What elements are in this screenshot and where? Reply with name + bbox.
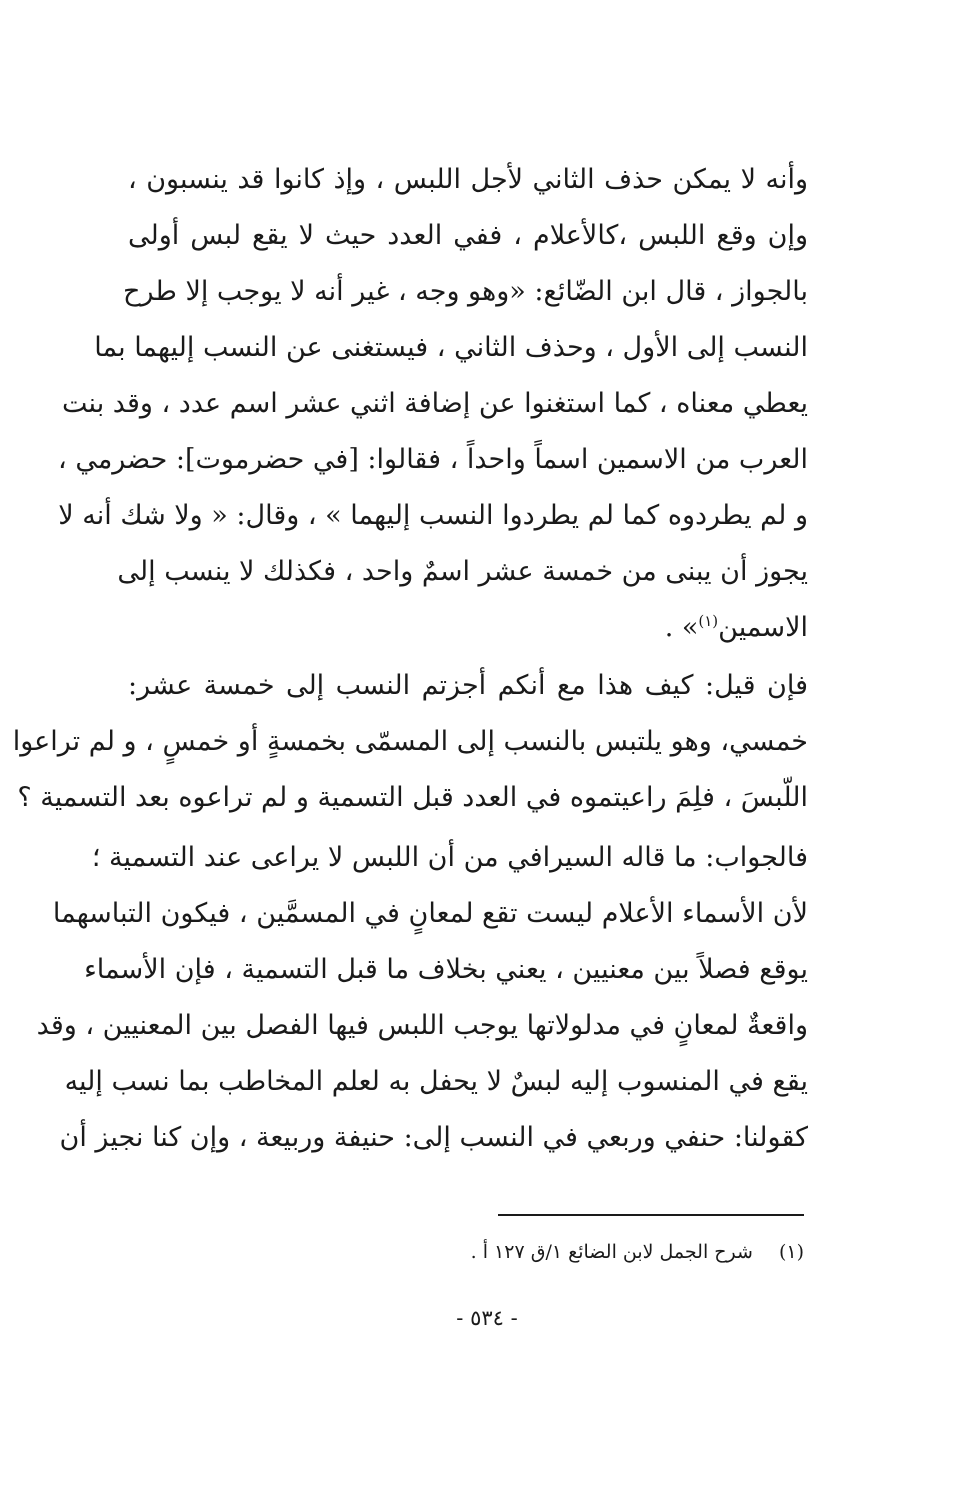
text-line: يعطي معناه ، كما استغنوا عن إضافة اثني عشر اسم عدد ، وقد بنت — [62, 388, 808, 419]
text-line: يقع في المنسوب إليه لبسٌ لا يحفل به لعلم المخاطب بما نسب إليه — [64, 1066, 808, 1097]
last-line-word: الاسمين — [718, 612, 808, 643]
footnote-text: شرح الجمل لابن الضائع ١/ق ١٢٧ أ . — [470, 1241, 753, 1263]
text-line: فإن قيل: كيف هذا مع أنكم أجزتم النسب إلى خمسة عشر: — [128, 670, 808, 701]
text-line: كقولنا: حنفي وربعي في النسب إلى: حنيفة وربيعة ، وإن كنا نجيز أن — [59, 1122, 808, 1153]
text-line: بالجواز ، قال ابن الضّائع: «وهو وجه ، غير أنه لا يوجب إلا طرح — [123, 276, 808, 307]
footnote — [300, 1232, 804, 1272]
footnote-separator — [498, 1214, 804, 1216]
text-line: النسب إلى الأول ، وحذف الثاني ، فيستغنى عن النسب إليهما بما — [94, 332, 808, 363]
text-line: يجوز أن يبنى من خمسة عشر اسمٌ واحد ، فكذلك لا ينسب إلى — [117, 556, 808, 587]
footnote-number: (١) — [778, 1241, 804, 1263]
text-line-last — [128, 600, 808, 656]
text-line: وإن وقع اللبس ،كالأعلام ، ففي العدد حيث لا يقع لبس أولى — [128, 220, 808, 251]
text-line: اللّبسَ ، فلِمَ راعيتموه في العدد قبل التسمية و لم تراعوه بعد التسمية ؟ — [17, 782, 808, 813]
paragraph-2 — [12, 658, 808, 826]
text-line: لأن الأسماء الأعلام ليست تقع لمعانٍ في المسمَّين ، فيكون التباسهما — [52, 898, 808, 929]
text-line: خمسي، وهو يلتبس بالنسب إلى المسمّى بخمسةٍ أو خمسٍ ، و لم تراعوا — [12, 726, 808, 757]
text-line: و لم يطردوه كما لم يطردوا النسب إليهما » ، وقال: « ولا شك أنه لا — [58, 500, 808, 531]
paragraph-3 — [36, 830, 808, 1166]
text-line: فالجواب: ما قاله السيرافي من أن اللبس لا يراعى عند التسمية ؛ — [91, 842, 808, 873]
text-line: العرب من الاسمين اسماً واحداً ، فقالوا: [في حضرموت]: حضرمي ، — [58, 444, 808, 475]
footnote-reference: (١) — [698, 612, 719, 630]
page-number: - ٥٣٤ - — [456, 1306, 518, 1330]
text-line: واقعةٌ لمعانٍ في مدلولاتها يوجب اللبس فيها الفصل بين المعنيين ، وقد — [36, 1010, 808, 1041]
text-line: وأنه لا يمكن حذف الثاني لأجل اللبس ، وإذ كانوا قد ينسبون ، — [128, 164, 808, 195]
paragraph-1 — [58, 152, 808, 656]
quote-close: » . — [664, 612, 699, 643]
text-line: يوقع فصلاً بين معنيين ، يعني بخلاف ما قبل التسمية ، فإن الأسماء — [84, 954, 808, 985]
